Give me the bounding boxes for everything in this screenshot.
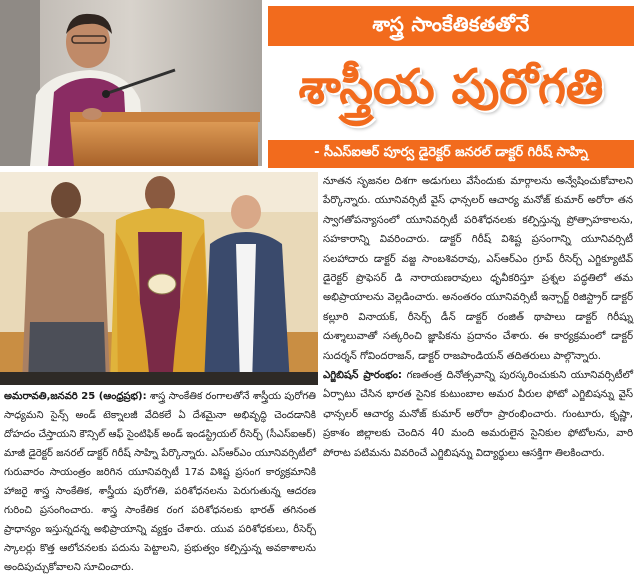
- article-dateline: అమరావతి,జనవరి 25 (ఆంధ్రప్రభ):: [4, 391, 147, 402]
- headline-block: [268, 6, 634, 166]
- exhibition-subheading: ఎగ్జిబిషన్ ప్రారంభం:: [323, 370, 402, 382]
- article-right-column: [323, 172, 633, 463]
- headline-byline: - సీఎస్ఐఆర్ పూర్వ డైరెక్టర్ జనరల్ డాక్టర్ గిరీష్ సాహ్ని: [268, 140, 634, 168]
- article-paragraph-right: నూతన సృజనల దిశగా అడుగులు వేసేందుకు మార్గాలను అన్వేషించుకోవాలని పేర్కొన్నారు. యూనివర్సిటీ వైస్ ఛాన్సలర్ ఆచార్య మనోజ్ కుమార్ అరోరా తన స్వాగతోపన్యాసంలో యూనివర్సిటీ పరిశోధనలకు కల్పిస్తున్న ప్రోత్సాహకాలను, సహకారాన్ని వివరించారు. డాక్టర్ గిరీష్ విశిష్ట ప్రసంగాన్ని యూనివర్సిటీ సలహాదారు డాక్టర్ వజ్జ సాంబశివరావు, ఎస్ఆర్ఎం గ్రూప్ రీసెర్చ్ ఎగ్జిక్యూటివ్ డైరెక్టర్ ప్రొఫెసర్ డి నారాయణరావులు ధృవీకరిస్తూ ప్రశ్నల పద్ధతిలో తమ అభిప్రాయాలను వెల్లడించారు. అనంతరం యూనివర్సిటీ ఇన్చార్జ్ రిజిస్ట్రార్ డాక్టర్ కల్లూరి వినాయక్, రీసెర్చ్ డీన్ డాక్టర్ రంజిత్ థాపాలు డాక్టర్ గిరీష్ను దుశ్శాలువాతో సత్కరించి జ్ఞాపికను ప్రదానం చేశారు. ఈ కార్యక్రమంలో డాక్టర్ సుదర్శన్ గోవిందరాజన్, డాక్టర్ రాజపాండియన్ తదితరులు పాల్గొన్నారు.: [323, 176, 633, 362]
- speaker-photo: [0, 0, 262, 166]
- article-paragraph-exhibition: [323, 366, 633, 463]
- article-paragraph-left: [4, 387, 316, 577]
- headline-main: శాస్త్రీయ పురోగతి: [298, 59, 604, 115]
- felicitation-photo: [0, 172, 318, 385]
- article-lead-text: శాస్త్ర సాంకేతిక రంగాలతోనే శాస్త్రీయ పురోగతి సాధ్యమని సైన్స్ అండ్ టెక్నాలజీ వేదికలే ఏ దేశమైనా అభివృద్ధి చెందడానికి దోహదం చేస్తాయని కౌన్సిల్ ఆఫ్ సైంటిఫిక్ అండ్ ఇండస్ట్రియల్ రీసెర్చ్ (సీఎస్ఐఆర్) మాజీ డైరెక్టర్ జనరల్ డాక్టర్ గిరీష్ సాహ్ని పేర్కొన్నారు. ఎస్ఆర్ఎం యూనివర్సిటీలో గురువారం సాయంత్రం జరిగిన యూనివర్సిటీ 17వ విశిష్ట ప్రసంగ కార్యక్రమానికి హాజరై శాస్త్ర సాంకేతిక, శాస్త్రీయ పురోగతి, పరిశోధనలను పెరుగుతున్న ఆదరణ గురించి ప్రసంగించారు. శాస్త్ర సాంకేతిక రంగ పరిశోధనలకు భారత్ తగినంత ప్రాధాన్యం ఇస్తున్నదన్న అభిప్రాయాన్ని వ్యక్తం చేశారు. యువ పరిశోధకులు, రీసెర్చ్ స్కాలర్లు కొత్త ఆలోచనలకు పదును పెట్టాలని, ప్రభుత్వం కల్పిస్తున్న అవకాశాలను అందిపుచ్చుకోవాలని సూచించారు.: [4, 391, 317, 573]
- exhibition-text: గణతంత్ర దినోత్సవాన్ని పురస్కరించుకుని యూనివర్సిటీలో ఏర్పాటు చేసిన భారత సైనిక కుటుంబాల అమర వీరుల ఫోటో ఎగ్జిబిషన్ను వైస్ ఛాన్సలర్ ఆచార్య మనోజ్ కుమార్ అరోరా ప్రారంభించారు. గుంటూరు, కృష్ణా, ప్రకాశం జిల్లాలకు చెందిన 40 మంది అమరులైన సైనికుల ఫోటోలను, వారి పోరాట పటిమను వివరించే ఎగ్జిబిషన్ను విద్యార్థులు ఆసక్తిగా తిలకించారు.: [323, 370, 634, 459]
- article-left-column: [4, 387, 316, 577]
- headline-kicker: శాస్త్ర సాంకేతికతతోనే: [268, 6, 634, 46]
